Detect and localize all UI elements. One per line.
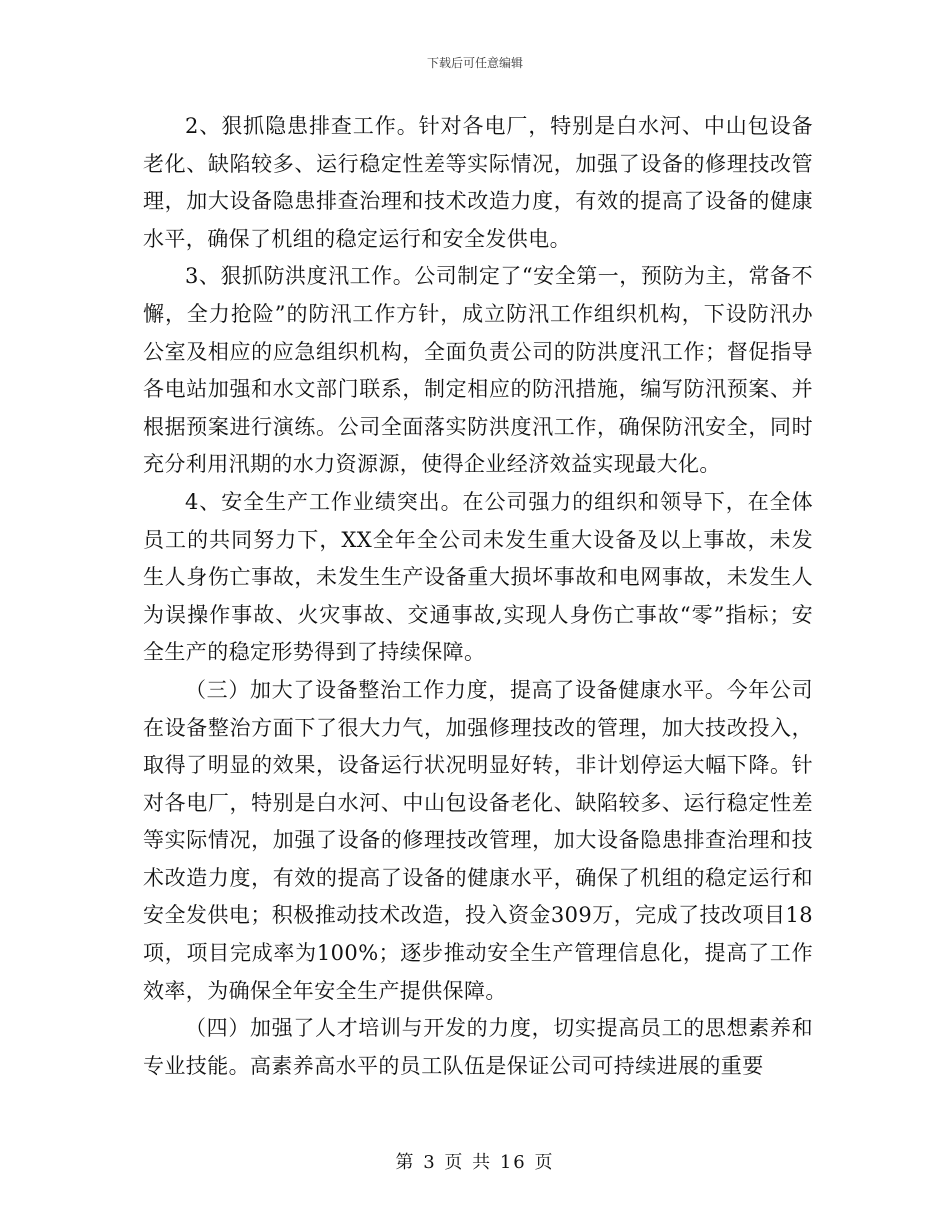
paragraph-5: （四）加强了人才培训与开发的力度，切实提高员工的思想素养和专业技能。高素养高水平的员工队伍是保证公司可持续进展的重要 — [143, 1016, 813, 1078]
page-number: 第 3 页 共 16 页 — [395, 1152, 555, 1173]
paragraph-4: （三）加大了设备整治工作力度，提高了设备健康水平。今年公司在设备整治方面下了很大力气，加强修理技改的管理，加大技改投入，取得了明显的效果，设备运行状况明显好转，非计划停运大幅下降。针对各电厂，特别是白水河、中山包设备老化、缺陷较多、运行稳定性差等实际情况，加强了设备的修理技改管理，加大设备隐患排查治理和技术改造力度，有效的提高了设备的健康水平，确保了机组的稳定运行和安全发供电；积极推动技术改造，投入资金309万，完成了技改项目18项，项目完成率为100%；逐步推动安全生产管理信息化，提高了工作效率，为确保全年安全生产提供保障。 — [143, 677, 813, 1003]
paragraph-2: 3、狠抓防洪度汛工作。公司制定了“安全第一，预防为主，常备不懈，全力抢险”的防汛工作方针，成立防汛工作组织机构，下设防汛办公室及相应的应急组织机构，全面负责公司的防洪度汛工作；督促指导各电站加强和水文部门联系，制定相应的防汛措施，编写防汛预案、并根据预案进行演练。公司全面落实防洪度汛工作，确保防汛安全，同时充分利用汛期的水力资源源，使得企业经济效益实现最大化。 — [143, 264, 813, 477]
paragraph-3: 4、安全生产工作业绩突出。在公司强力的组织和领导下，在全体员工的共同努力下，XX全年全公司未发生重大设备及以上事故，未发生人身伤亡事故，未发生生产设备重大损坏事故和电网事故，未发生人为误操作事故、火灾事故、交通事故,实现人身伤亡事故“零”指标；安全生产的稳定形势得到了持续保障。 — [143, 489, 813, 665]
document-body — [143, 108, 813, 1085]
paragraph-1: 2、狠抓隐患排查工作。针对各电厂，特别是白水河、中山包设备老化、缺陷较多、运行稳定性差等实际情况，加强了设备的修理技改管理，加大设备隐患排查治理和技术改造力度，有效的提高了设备的健康水平，确保了机组的稳定运行和安全发供电。 — [143, 114, 813, 251]
page-header: 下载后可任意编辑 — [426, 56, 523, 70]
